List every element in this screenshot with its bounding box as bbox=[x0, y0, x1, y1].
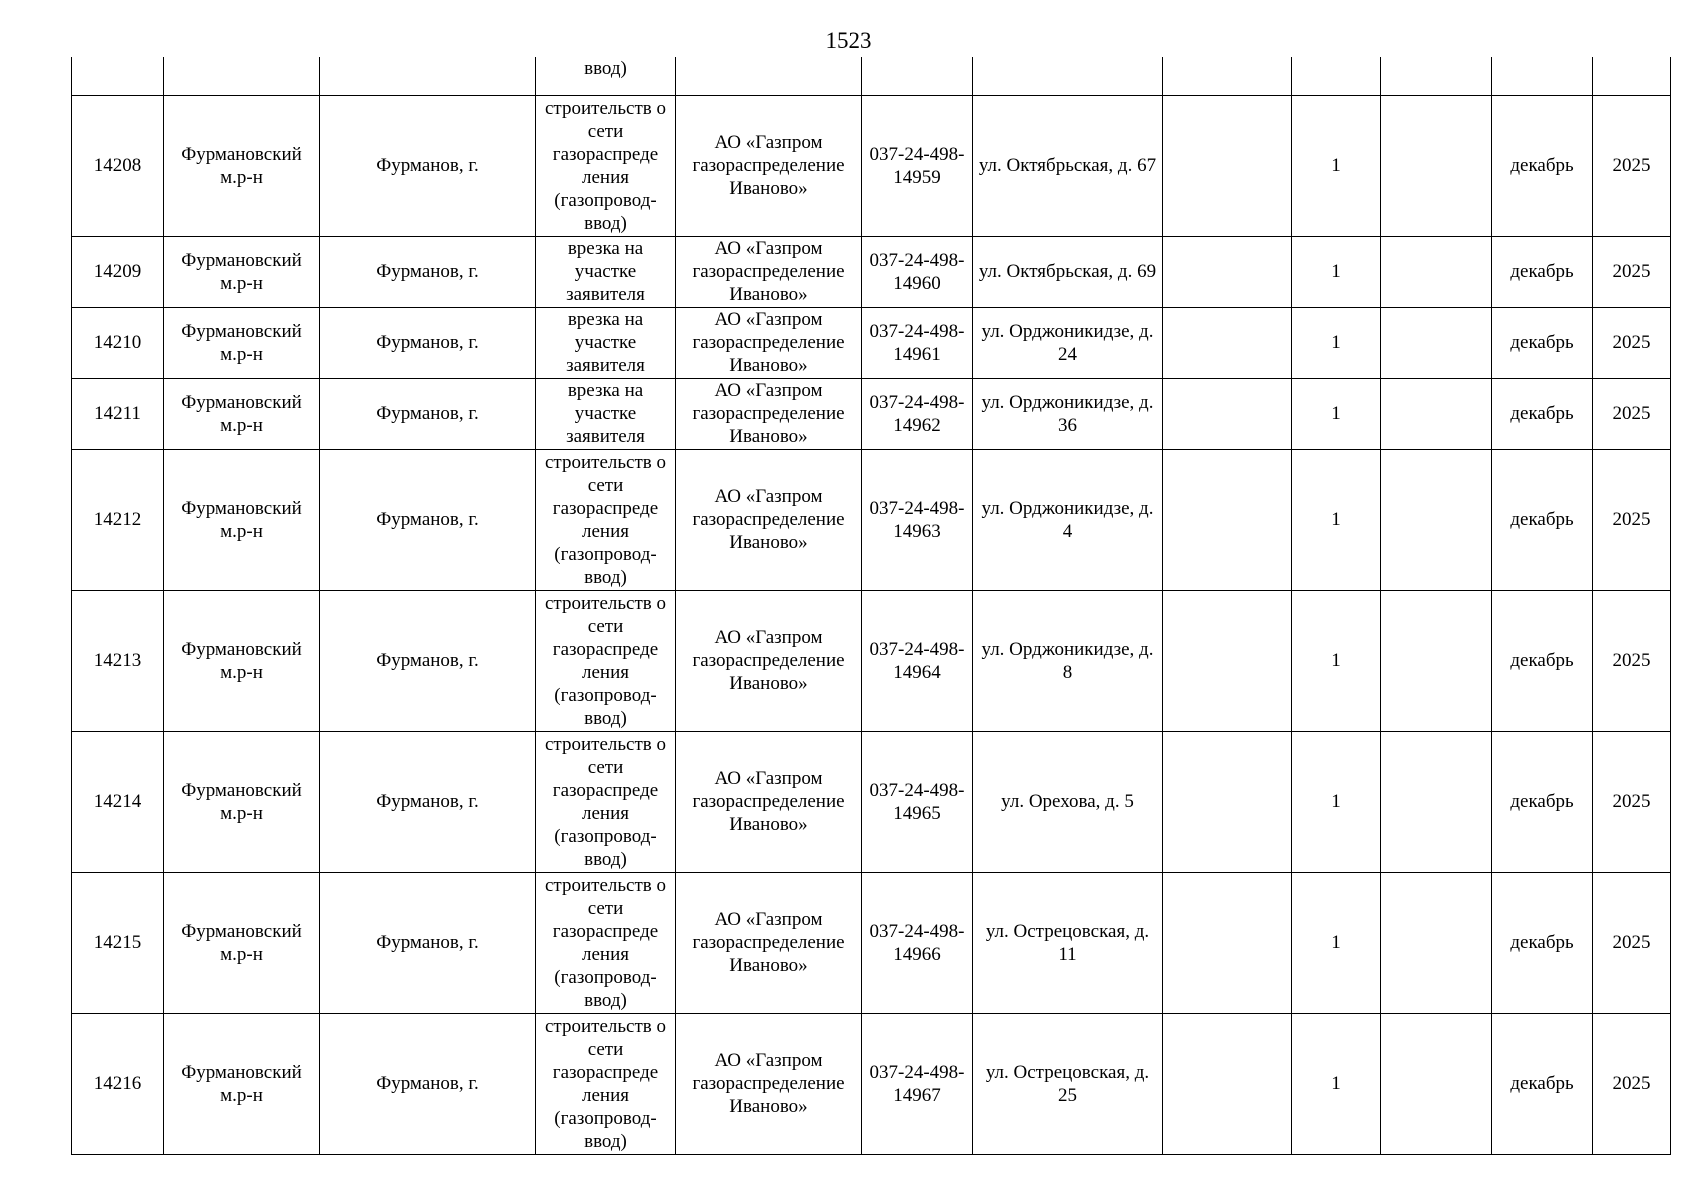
empty-cell bbox=[1163, 449, 1292, 590]
count-cell: 1 bbox=[1292, 307, 1381, 378]
empty-cell bbox=[1381, 1013, 1492, 1154]
address-cell: ул. Орехова, д. 5 bbox=[973, 731, 1163, 872]
empty-cell bbox=[1163, 872, 1292, 1013]
month-cell: декабрь bbox=[1492, 95, 1593, 236]
month-cell: декабрь bbox=[1492, 378, 1593, 449]
empty-cell bbox=[1163, 1013, 1292, 1154]
row-number-cell: 14213 bbox=[72, 590, 164, 731]
count-cell: 1 bbox=[1292, 731, 1381, 872]
district-cell: Фурмановский м.р-н bbox=[164, 378, 320, 449]
table-body bbox=[72, 57, 1671, 1154]
table-row bbox=[72, 731, 1671, 872]
table-row bbox=[72, 590, 1671, 731]
empty-cell bbox=[973, 57, 1163, 95]
work-type-cell: врезка на участке заявителя bbox=[536, 378, 676, 449]
code-cell: 037-24-498-14965 bbox=[862, 731, 973, 872]
table-row bbox=[72, 378, 1671, 449]
address-cell: ул. Острецовская, д. 25 bbox=[973, 1013, 1163, 1154]
count-cell: 1 bbox=[1292, 590, 1381, 731]
row-number-cell: 14211 bbox=[72, 378, 164, 449]
organization-cell: АО «Газпром газораспределение Иваново» bbox=[676, 449, 862, 590]
address-cell: ул. Острецовская, д. 11 bbox=[973, 872, 1163, 1013]
address-cell: ул. Октябрьская, д. 67 bbox=[973, 95, 1163, 236]
month-cell: декабрь bbox=[1492, 1013, 1593, 1154]
empty-cell bbox=[1381, 378, 1492, 449]
settlement-cell: Фурманов, г. bbox=[320, 449, 536, 590]
work-type-cell: ввод) bbox=[536, 57, 676, 95]
work-type-cell: строительств о сети газораспреде ления (газопровод-ввод) bbox=[536, 590, 676, 731]
work-type-cell: строительств о сети газораспреде ления (газопровод-ввод) bbox=[536, 1013, 676, 1154]
empty-cell bbox=[1163, 57, 1292, 95]
work-type-cell: врезка на участке заявителя bbox=[536, 307, 676, 378]
empty-cell bbox=[1381, 307, 1492, 378]
empty-cell bbox=[676, 57, 862, 95]
table-row bbox=[72, 1013, 1671, 1154]
empty-cell bbox=[1163, 95, 1292, 236]
district-cell: Фурмановский м.р-н bbox=[164, 590, 320, 731]
empty-cell bbox=[862, 57, 973, 95]
district-cell: Фурмановский м.р-н bbox=[164, 95, 320, 236]
continued-row bbox=[72, 57, 1671, 95]
work-type-cell: строительств о сети газораспреде ления (газопровод-ввод) bbox=[536, 731, 676, 872]
district-cell: Фурмановский м.р-н bbox=[164, 1013, 320, 1154]
organization-cell: АО «Газпром газораспределение Иваново» bbox=[676, 731, 862, 872]
empty-cell bbox=[1163, 307, 1292, 378]
year-cell: 2025 bbox=[1593, 236, 1671, 307]
row-number-cell: 14208 bbox=[72, 95, 164, 236]
code-cell: 037-24-498-14966 bbox=[862, 872, 973, 1013]
year-cell: 2025 bbox=[1593, 590, 1671, 731]
organization-cell: АО «Газпром газораспределение Иваново» bbox=[676, 378, 862, 449]
empty-cell bbox=[1381, 57, 1492, 95]
address-cell: ул. Орджоникидзе, д. 36 bbox=[973, 378, 1163, 449]
empty-cell bbox=[1292, 57, 1381, 95]
empty-cell bbox=[1381, 872, 1492, 1013]
organization-cell: АО «Газпром газораспределение Иваново» bbox=[676, 872, 862, 1013]
year-cell: 2025 bbox=[1593, 307, 1671, 378]
settlement-cell: Фурманов, г. bbox=[320, 590, 536, 731]
month-cell: декабрь bbox=[1492, 590, 1593, 731]
year-cell: 2025 bbox=[1593, 95, 1671, 236]
work-type-cell: строительств о сети газораспреде ления (газопровод-ввод) bbox=[536, 872, 676, 1013]
month-cell: декабрь bbox=[1492, 449, 1593, 590]
table-row bbox=[72, 449, 1671, 590]
row-number-cell: 14216 bbox=[72, 1013, 164, 1154]
work-type-cell: врезка на участке заявителя bbox=[536, 236, 676, 307]
row-number-cell: 14215 bbox=[72, 872, 164, 1013]
code-cell: 037-24-498-14959 bbox=[862, 95, 973, 236]
year-cell: 2025 bbox=[1593, 731, 1671, 872]
row-number-cell: 14212 bbox=[72, 449, 164, 590]
code-cell: 037-24-498-14962 bbox=[862, 378, 973, 449]
settlement-cell: Фурманов, г. bbox=[320, 378, 536, 449]
settlement-cell: Фурманов, г. bbox=[320, 731, 536, 872]
settlement-cell: Фурманов, г. bbox=[320, 307, 536, 378]
month-cell: декабрь bbox=[1492, 236, 1593, 307]
settlement-cell: Фурманов, г. bbox=[320, 1013, 536, 1154]
row-number-cell: 14214 bbox=[72, 731, 164, 872]
code-cell: 037-24-498-14963 bbox=[862, 449, 973, 590]
empty-cell bbox=[1492, 57, 1593, 95]
work-type-cell: строительств о сети газораспреде ления (газопровод-ввод) bbox=[536, 449, 676, 590]
district-cell: Фурмановский м.р-н bbox=[164, 731, 320, 872]
district-cell: Фурмановский м.р-н bbox=[164, 872, 320, 1013]
empty-cell bbox=[164, 57, 320, 95]
table-row bbox=[72, 95, 1671, 236]
settlement-cell: Фурманов, г. bbox=[320, 236, 536, 307]
address-cell: ул. Орджоникидзе, д. 4 bbox=[973, 449, 1163, 590]
empty-cell bbox=[1381, 449, 1492, 590]
table-row bbox=[72, 236, 1671, 307]
settlement-cell: Фурманов, г. bbox=[320, 95, 536, 236]
code-cell: 037-24-498-14967 bbox=[862, 1013, 973, 1154]
settlement-cell: Фурманов, г. bbox=[320, 872, 536, 1013]
empty-cell bbox=[1381, 590, 1492, 731]
work-type-cell: строительств о сети газораспреде ления (газопровод-ввод) bbox=[536, 95, 676, 236]
empty-cell bbox=[72, 57, 164, 95]
year-cell: 2025 bbox=[1593, 872, 1671, 1013]
organization-cell: АО «Газпром газораспределение Иваново» bbox=[676, 307, 862, 378]
count-cell: 1 bbox=[1292, 236, 1381, 307]
organization-cell: АО «Газпром газораспределение Иваново» bbox=[676, 590, 862, 731]
count-cell: 1 bbox=[1292, 95, 1381, 236]
month-cell: декабрь bbox=[1492, 307, 1593, 378]
empty-cell bbox=[1163, 731, 1292, 872]
address-cell: ул. Орджоникидзе, д. 24 bbox=[973, 307, 1163, 378]
address-cell: ул. Октябрьская, д. 69 bbox=[973, 236, 1163, 307]
code-cell: 037-24-498-14961 bbox=[862, 307, 973, 378]
count-cell: 1 bbox=[1292, 872, 1381, 1013]
code-cell: 037-24-498-14964 bbox=[862, 590, 973, 731]
month-cell: декабрь bbox=[1492, 872, 1593, 1013]
count-cell: 1 bbox=[1292, 1013, 1381, 1154]
address-cell: ул. Орджоникидзе, д. 8 bbox=[973, 590, 1163, 731]
organization-cell: АО «Газпром газораспределение Иваново» bbox=[676, 1013, 862, 1154]
page-number: 1523 bbox=[825, 28, 872, 53]
table-row bbox=[72, 307, 1671, 378]
empty-cell bbox=[1163, 236, 1292, 307]
empty-cell bbox=[320, 57, 536, 95]
empty-cell bbox=[1381, 731, 1492, 872]
row-number-cell: 14210 bbox=[72, 307, 164, 378]
empty-cell bbox=[1381, 95, 1492, 236]
table-row bbox=[72, 872, 1671, 1013]
year-cell: 2025 bbox=[1593, 449, 1671, 590]
registry-table bbox=[71, 57, 1671, 1155]
empty-cell bbox=[1381, 236, 1492, 307]
row-number-cell: 14209 bbox=[72, 236, 164, 307]
organization-cell: АО «Газпром газораспределение Иваново» bbox=[676, 95, 862, 236]
district-cell: Фурмановский м.р-н bbox=[164, 307, 320, 378]
code-cell: 037-24-498-14960 bbox=[862, 236, 973, 307]
count-cell: 1 bbox=[1292, 449, 1381, 590]
count-cell: 1 bbox=[1292, 378, 1381, 449]
district-cell: Фурмановский м.р-н bbox=[164, 236, 320, 307]
year-cell: 2025 bbox=[1593, 378, 1671, 449]
district-cell: Фурмановский м.р-н bbox=[164, 449, 320, 590]
empty-cell bbox=[1163, 378, 1292, 449]
year-cell: 2025 bbox=[1593, 1013, 1671, 1154]
empty-cell bbox=[1163, 590, 1292, 731]
organization-cell: АО «Газпром газораспределение Иваново» bbox=[676, 236, 862, 307]
empty-cell bbox=[1593, 57, 1671, 95]
month-cell: декабрь bbox=[1492, 731, 1593, 872]
